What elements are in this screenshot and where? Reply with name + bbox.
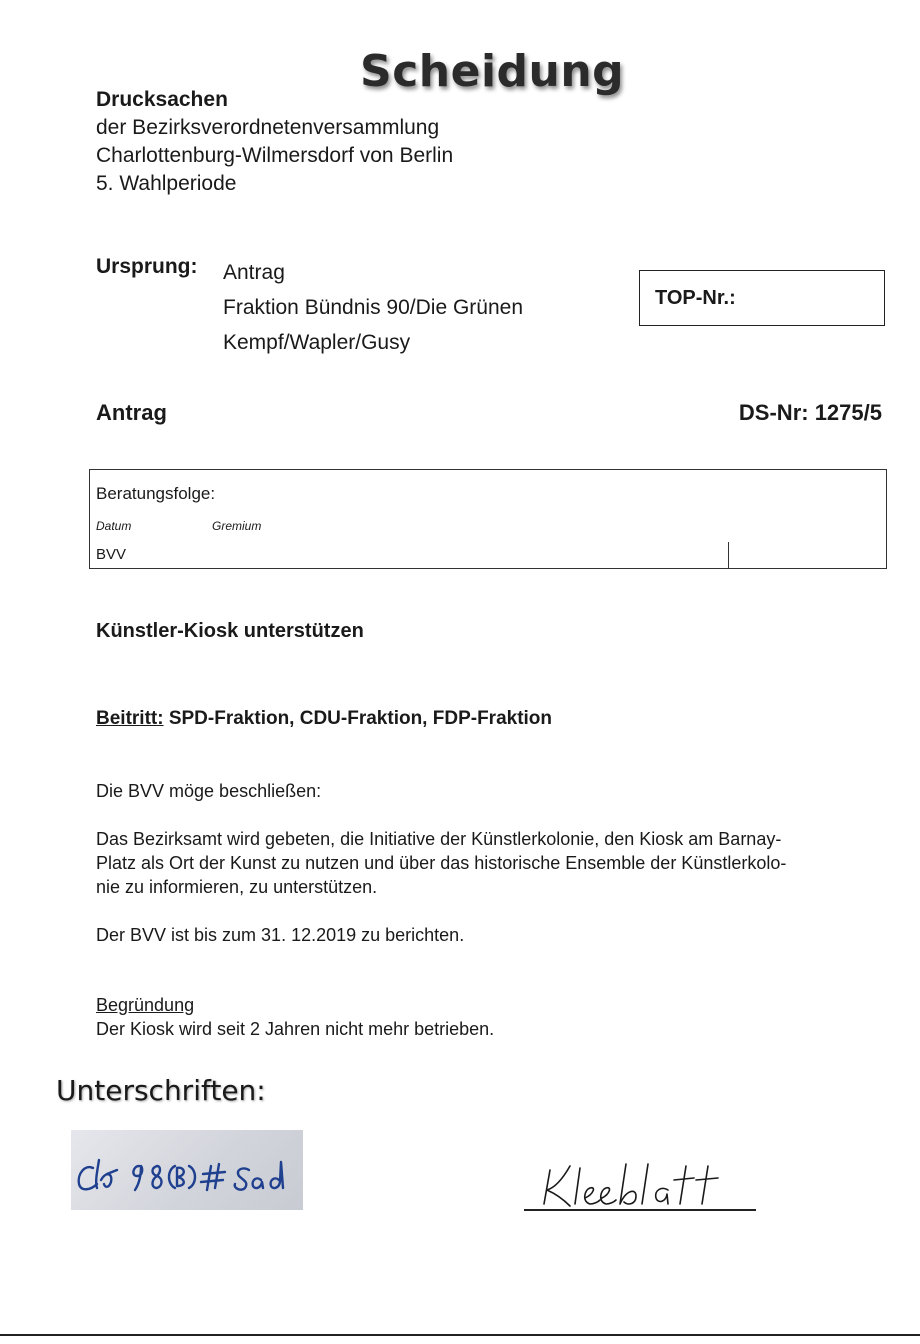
header-line: Charlottenburg-Wilmersdorf von Berlin xyxy=(96,144,454,167)
request-line: nie zu informieren, zu unterstützen. xyxy=(96,877,378,897)
origin-label: Ursprung: xyxy=(96,255,198,278)
overlay-title: Scheidung xyxy=(360,46,625,97)
signature-line xyxy=(524,1209,756,1211)
beitritt-label: Beitritt: xyxy=(96,708,164,729)
reasoning-section xyxy=(96,993,896,1041)
beitritt-line xyxy=(96,708,552,730)
origin-value: Kempf/Wapler/Gusy xyxy=(223,331,411,354)
header-line: der Bezirksverordnetenversammlung xyxy=(96,116,440,139)
top-number-label: TOP-Nr.: xyxy=(655,287,736,309)
reasoning-text: Der Kiosk wird seit 2 Jahren nicht mehr betrieben. xyxy=(96,1019,495,1039)
resolution-request xyxy=(96,827,896,899)
document-type: Antrag xyxy=(96,400,167,425)
handwritten-signature-image xyxy=(71,1130,303,1210)
origin-values xyxy=(223,255,523,360)
reasoning-heading: Begründung xyxy=(96,995,195,1015)
signatures-heading: Unterschriften: xyxy=(56,1074,266,1107)
report-deadline: Der BVV ist bis zum 31. 12.2019 zu berichten. xyxy=(96,925,465,945)
beratungsfolge-title: Beratungsfolge: xyxy=(96,484,216,503)
page-bottom-rule xyxy=(0,1334,920,1336)
request-line: Platz als Ort der Kunst zu nutzen und über das historische Ensemble der Künstlerkolo- xyxy=(96,853,787,873)
signature-photo xyxy=(71,1130,303,1210)
origin-value: Antrag xyxy=(223,261,285,284)
document-header xyxy=(96,86,453,198)
beratungsfolge-box xyxy=(89,469,887,569)
drawn-signature xyxy=(540,1160,760,1210)
column-header-gremium: Gremium xyxy=(212,519,262,533)
header-line: 5. Wahlperiode xyxy=(96,172,237,195)
ds-number: DS-Nr: 1275/5 xyxy=(738,400,882,425)
beitritt-value: SPD-Fraktion, CDU-Fraktion, FDP-Fraktion xyxy=(163,708,553,729)
column-divider xyxy=(728,542,729,568)
resolution-intro: Die BVV möge beschließen: xyxy=(96,781,322,801)
request-line: Das Bezirksamt wird gebeten, die Initiative der Künstlerkolonie, den Kiosk am Barnay- xyxy=(96,829,782,849)
beratungsfolge-row-value: BVV xyxy=(96,546,127,563)
column-header-datum: Datum xyxy=(96,519,132,533)
top-number-box xyxy=(639,270,885,326)
header-title: Drucksachen xyxy=(96,88,228,111)
origin-value: Fraktion Bündnis 90/Die Grünen xyxy=(223,296,523,319)
document-subject: Künstler-Kiosk unterstützen xyxy=(96,620,364,642)
